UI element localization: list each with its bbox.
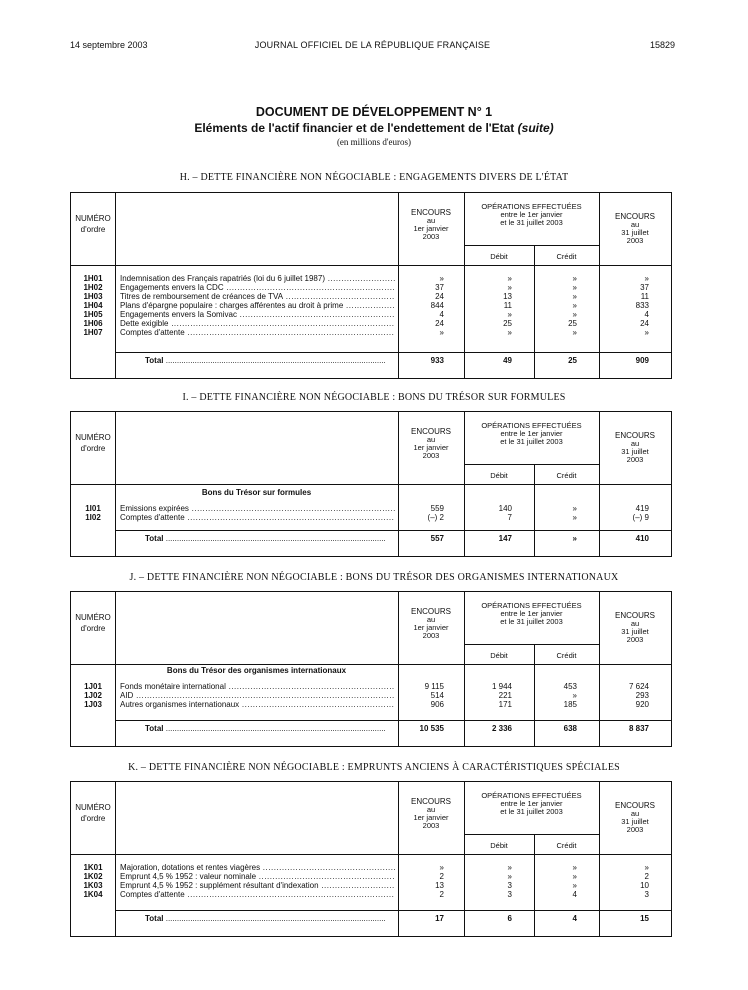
cell-credit: 25 — [568, 319, 577, 328]
row-code: 1H07 — [83, 328, 103, 337]
total-debit: 2 336 — [491, 724, 512, 733]
column-credit-values — [568, 274, 577, 337]
cell-credit: » — [572, 292, 577, 301]
encours-label: ENCOURS — [614, 212, 655, 221]
header-divider-num — [71, 664, 115, 665]
row-code: 1J01 — [84, 682, 102, 691]
row-label: Emissions expirées ..... — [120, 504, 395, 513]
total-debit: 49 — [503, 356, 512, 365]
operations-line: entre le 1er janvier — [500, 609, 563, 618]
row-label: Comptes d'attente ..... — [120, 890, 395, 899]
section-table — [70, 591, 672, 747]
header-divider-num — [71, 484, 115, 485]
column-divider — [115, 592, 116, 746]
row-codes — [71, 504, 115, 522]
document-title-block — [0, 105, 748, 147]
encours-date-part: au — [426, 615, 436, 624]
total-label: Total ..... — [145, 534, 385, 543]
row-labels — [120, 682, 395, 709]
cell-start: 514 — [430, 691, 444, 700]
cell-start: (–) 2 — [427, 513, 444, 522]
operations-line: OPÉRATIONS EFFECTUÉES — [481, 421, 582, 430]
operations-line: entre le 1er janvier — [500, 799, 563, 808]
encours-end-header — [599, 802, 671, 834]
cell-debit: 13 — [503, 292, 512, 301]
ordre-label: d'ordre — [80, 444, 106, 453]
encours-date-part: 2003 — [626, 635, 644, 644]
page-header — [70, 40, 675, 54]
row-code: 1H03 — [83, 292, 103, 301]
cell-end: 4 — [644, 310, 649, 319]
operations-divider — [464, 245, 599, 246]
encours-label: ENCOURS — [410, 797, 451, 806]
debit-header: Débit — [490, 252, 508, 261]
encours-date-part: 2003 — [422, 451, 440, 460]
section-table — [70, 192, 672, 379]
row-code: 1I01 — [85, 504, 101, 513]
row-label: Dette exigible ..... — [120, 319, 395, 328]
header-divider-num — [71, 265, 115, 266]
total-start: 17 — [435, 914, 444, 923]
numero-label: NUMÉRO — [75, 613, 111, 622]
cell-credit: 4 — [572, 890, 577, 899]
operations-divider — [464, 644, 599, 645]
cell-credit: » — [572, 328, 577, 337]
cell-end: 10 — [640, 881, 649, 890]
column-start-values — [431, 274, 444, 337]
debit-header: Débit — [490, 651, 508, 660]
cell-debit: 11 — [503, 301, 512, 310]
total-end: 8 837 — [628, 724, 649, 733]
cell-start: 13 — [435, 881, 444, 890]
subtitle-text: Eléments de l'actif financier et de l'endettement de l'Etat — [194, 121, 515, 135]
numero-label: NUMÉRO — [75, 433, 111, 442]
cell-credit: 185 — [563, 700, 577, 709]
cell-start: 24 — [435, 319, 444, 328]
numero-header — [71, 802, 115, 824]
document-subtitle — [0, 121, 748, 135]
encours-date-part: 31 juillet — [621, 447, 649, 456]
cell-end: 2 — [644, 872, 649, 881]
cell-credit: » — [572, 881, 577, 890]
cell-end: » — [644, 328, 649, 337]
section-title: J. – DETTE FINANCIÈRE NON NÉGOCIABLE : BONS DU TRÉSOR DES ORGANISMES INTERNATIONAUX — [129, 572, 619, 583]
row-code: 1J02 — [84, 691, 102, 700]
numero-header — [71, 213, 115, 235]
encours-date-part: 2003 — [422, 232, 440, 241]
row-label: Majoration, dotations et rentes viagères ..... — [120, 863, 395, 872]
cell-debit: » — [507, 310, 512, 319]
cell-credit: 453 — [563, 682, 577, 691]
row-code: 1I02 — [85, 513, 101, 522]
row-label: Plans d'épargne populaire : charges afférentes au droit à prime ..... — [120, 301, 395, 310]
section-title: K. – DETTE FINANCIÈRE NON NÉGOCIABLE : EMPRUNTS ANCIENS À CARACTÉRISTIQUES SPÉCIALES — [128, 762, 620, 773]
operations-line: OPÉRATIONS EFFECTUÉES — [481, 791, 582, 800]
row-codes — [71, 863, 115, 899]
encours-date-part: au — [630, 619, 640, 628]
cell-debit: 3 — [507, 881, 512, 890]
row-label: AID ..... — [120, 691, 395, 700]
row-label: Fonds monétaire international ..... — [120, 682, 395, 691]
cell-debit: 140 — [498, 504, 512, 513]
ordre-label: d'ordre — [80, 814, 106, 823]
encours-date-part: 2003 — [422, 821, 440, 830]
encours-date-part: 2003 — [626, 236, 644, 245]
row-code: 1H05 — [83, 310, 103, 319]
cell-start: 4 — [439, 310, 444, 319]
total-divider — [115, 720, 671, 721]
cell-credit: » — [572, 283, 577, 292]
encours-date-part: au — [630, 809, 640, 818]
total-label: Total ..... — [145, 914, 385, 923]
credit-header: Crédit — [556, 252, 577, 261]
encours-date-part: au — [426, 435, 436, 444]
row-code: 1J03 — [84, 700, 102, 709]
cell-end: 11 — [640, 292, 649, 301]
cell-end: » — [644, 863, 649, 872]
total-credit: 4 — [572, 914, 577, 923]
row-code: 1K01 — [83, 863, 103, 872]
cell-end: 37 — [640, 283, 649, 292]
operations-line: OPÉRATIONS EFFECTUÉES — [481, 202, 582, 211]
section-subheading: Bons du Trésor des organismes internationaux — [166, 666, 347, 675]
cell-start: 906 — [430, 700, 444, 709]
cell-start: 37 — [435, 283, 444, 292]
row-label: Comptes d'attente ..... — [120, 328, 395, 337]
encours-start-header — [398, 798, 464, 830]
operations-line: et le 31 juillet 2003 — [500, 807, 563, 816]
encours-date-part: 1er janvier — [413, 224, 449, 233]
encours-start-header — [398, 209, 464, 241]
column-divider — [115, 193, 116, 378]
cell-end: 24 — [640, 319, 649, 328]
encours-end-header — [599, 432, 671, 464]
credit-header: Crédit — [556, 841, 577, 850]
cell-start: » — [439, 328, 444, 337]
row-label: Titres de remboursement de créances de TVA ..... — [120, 292, 395, 301]
row-label: Autres organismes internationaux ..... — [120, 700, 395, 709]
row-code: 1K04 — [83, 890, 103, 899]
row-label: Engagements envers la CDC ..... — [120, 283, 395, 292]
encours-date-part: 2003 — [626, 825, 644, 834]
column-start-values — [425, 682, 444, 709]
cell-start: 9 115 — [424, 682, 444, 691]
operations-line: et le 31 juillet 2003 — [500, 218, 563, 227]
encours-date-part: 2003 — [422, 631, 440, 640]
encours-label: ENCOURS — [614, 431, 655, 440]
cell-end: 419 — [635, 504, 649, 513]
operations-header — [464, 203, 599, 227]
row-labels — [120, 504, 395, 522]
encours-date-part: au — [426, 216, 436, 225]
encours-label: ENCOURS — [410, 208, 451, 217]
row-label: Emprunt 4,5 % 1952 : valeur nominale ..... — [120, 872, 395, 881]
encours-date-part: au — [630, 220, 640, 229]
total-divider — [115, 352, 671, 353]
cell-start: » — [439, 274, 444, 283]
header-journal-title: JOURNAL OFFICIEL DE LA RÉPUBLIQUE FRANÇAISE — [254, 40, 491, 50]
cell-start: 2 — [439, 872, 444, 881]
debit-header: Débit — [490, 841, 508, 850]
encours-date-part: 31 juillet — [621, 817, 649, 826]
row-label: Emprunt 4,5 % 1952 : supplément résultant d'indexation ..... — [120, 881, 395, 890]
document-title: DOCUMENT DE DÉVELOPPEMENT N° 1 — [255, 105, 493, 119]
header-divider — [115, 265, 671, 266]
section-title: I. – DETTE FINANCIÈRE NON NÉGOCIABLE : BONS DU TRÉSOR SUR FORMULES — [182, 392, 566, 403]
header-divider-num — [71, 854, 115, 855]
row-code: 1H06 — [83, 319, 103, 328]
subtitle-suffix: (suite) — [517, 121, 554, 135]
operations-line: et le 31 juillet 2003 — [500, 437, 563, 446]
encours-date-part: 2003 — [626, 455, 644, 464]
operations-line: entre le 1er janvier — [500, 429, 563, 438]
column-end-values — [636, 274, 649, 337]
row-codes — [71, 682, 115, 709]
total-end: 15 — [640, 914, 649, 923]
column-end-values — [640, 863, 649, 899]
header-date: 14 septembre 2003 — [70, 40, 148, 50]
numero-header — [71, 612, 115, 634]
numero-header — [71, 432, 115, 454]
encours-date-part: au — [630, 439, 640, 448]
column-debit-values — [508, 863, 512, 899]
cell-debit: 1 944 — [491, 682, 512, 691]
column-end-values — [629, 682, 649, 709]
document-unit: (en millions d'euros) — [336, 137, 412, 147]
cell-credit: » — [572, 872, 577, 881]
total-end: 410 — [635, 534, 649, 543]
cell-end: 920 — [635, 700, 649, 709]
row-code: 1H02 — [83, 283, 103, 292]
cell-debit: » — [507, 872, 512, 881]
cell-credit: » — [572, 863, 577, 872]
encours-label: ENCOURS — [614, 801, 655, 810]
total-label: Total ..... — [145, 724, 385, 733]
total-debit: 147 — [498, 534, 512, 543]
total-credit: » — [572, 534, 577, 543]
encours-start-header — [398, 428, 464, 460]
row-labels — [120, 863, 395, 899]
cell-credit: » — [572, 310, 577, 319]
total-start: 933 — [430, 356, 444, 365]
numero-label: NUMÉRO — [75, 803, 111, 812]
row-code: 1K02 — [83, 872, 103, 881]
header-page-number: 15829 — [649, 40, 675, 50]
cell-debit: 221 — [498, 691, 512, 700]
cell-end: 833 — [635, 301, 649, 310]
encours-label: ENCOURS — [410, 427, 451, 436]
header-divider — [115, 484, 671, 485]
header-divider — [115, 854, 671, 855]
cell-debit: » — [507, 274, 512, 283]
total-start: 557 — [430, 534, 444, 543]
header-divider — [115, 664, 671, 665]
column-debit-values — [499, 504, 512, 522]
cell-credit: » — [572, 301, 577, 310]
operations-line: et le 31 juillet 2003 — [500, 617, 563, 626]
row-code: 1H04 — [83, 301, 103, 310]
row-label: Indemnisation des Français rapatriés (loi du 6 juillet 1987) ..... — [120, 274, 395, 283]
operations-line: OPÉRATIONS EFFECTUÉES — [481, 601, 582, 610]
cell-start: » — [439, 863, 444, 872]
encours-date-part: au — [426, 805, 436, 814]
section-subheading: Bons du Trésor sur formules — [201, 488, 312, 497]
column-credit-values — [564, 682, 577, 709]
row-code: 1K03 — [83, 881, 103, 890]
encours-date-part: 31 juillet — [621, 228, 649, 237]
ordre-label: d'ordre — [80, 225, 106, 234]
row-label: Engagements envers la Somivac ..... — [120, 310, 395, 319]
operations-divider — [464, 464, 599, 465]
encours-end-header — [599, 612, 671, 644]
cell-start: 844 — [430, 301, 444, 310]
encours-label: ENCOURS — [614, 611, 655, 620]
cell-debit: 25 — [503, 319, 512, 328]
total-divider — [115, 910, 671, 911]
credit-header: Crédit — [556, 651, 577, 660]
credit-header: Crédit — [556, 471, 577, 480]
encours-date-part: 1er janvier — [413, 813, 449, 822]
numero-label: NUMÉRO — [75, 214, 111, 223]
encours-date-part: 1er janvier — [413, 623, 449, 632]
cell-start: 24 — [435, 292, 444, 301]
column-start-values — [428, 504, 444, 522]
total-credit: 638 — [563, 724, 577, 733]
cell-debit: 7 — [507, 513, 512, 522]
column-credit-values — [573, 504, 577, 522]
encours-start-header — [398, 608, 464, 640]
column-divider — [115, 782, 116, 936]
encours-date-part: 1er janvier — [413, 443, 449, 452]
cell-debit: 3 — [507, 890, 512, 899]
cell-credit: » — [572, 691, 577, 700]
column-credit-values — [573, 863, 577, 899]
row-label: Comptes d'attente ..... — [120, 513, 395, 522]
cell-end: 3 — [644, 890, 649, 899]
cell-start: 559 — [430, 504, 444, 513]
encours-end-header — [599, 213, 671, 245]
cell-end: 7 624 — [628, 682, 649, 691]
section-table — [70, 411, 672, 557]
column-end-values — [633, 504, 649, 522]
cell-debit: » — [507, 283, 512, 292]
section-title: H. – DETTE FINANCIÈRE NON NÉGOCIABLE : ENGAGEMENTS DIVERS DE L'ÉTAT — [179, 172, 569, 183]
row-codes — [71, 274, 115, 337]
operations-divider — [464, 834, 599, 835]
cell-end: » — [644, 274, 649, 283]
cell-credit: » — [572, 513, 577, 522]
cell-debit: » — [507, 328, 512, 337]
operations-line: entre le 1er janvier — [500, 210, 563, 219]
total-debit: 6 — [507, 914, 512, 923]
cell-start: 2 — [439, 890, 444, 899]
encours-date-part: 31 juillet — [621, 627, 649, 636]
total-label: Total ..... — [145, 356, 385, 365]
total-divider — [115, 530, 671, 531]
cell-debit: » — [507, 863, 512, 872]
total-credit: 25 — [568, 356, 577, 365]
ordre-label: d'ordre — [80, 624, 106, 633]
column-start-values — [435, 863, 444, 899]
total-end: 909 — [635, 356, 649, 365]
column-debit-values — [492, 682, 512, 709]
total-start: 10 535 — [419, 724, 444, 733]
operations-header — [464, 602, 599, 626]
row-labels — [120, 274, 395, 337]
cell-end: (–) 9 — [632, 513, 649, 522]
cell-debit: 171 — [498, 700, 512, 709]
operations-header — [464, 422, 599, 446]
row-code: 1H01 — [83, 274, 103, 283]
operations-header — [464, 792, 599, 816]
encours-label: ENCOURS — [410, 607, 451, 616]
cell-credit: » — [572, 504, 577, 513]
column-debit-values — [503, 274, 512, 337]
cell-credit: » — [572, 274, 577, 283]
section-table — [70, 781, 672, 937]
debit-header: Débit — [490, 471, 508, 480]
cell-end: 293 — [635, 691, 649, 700]
